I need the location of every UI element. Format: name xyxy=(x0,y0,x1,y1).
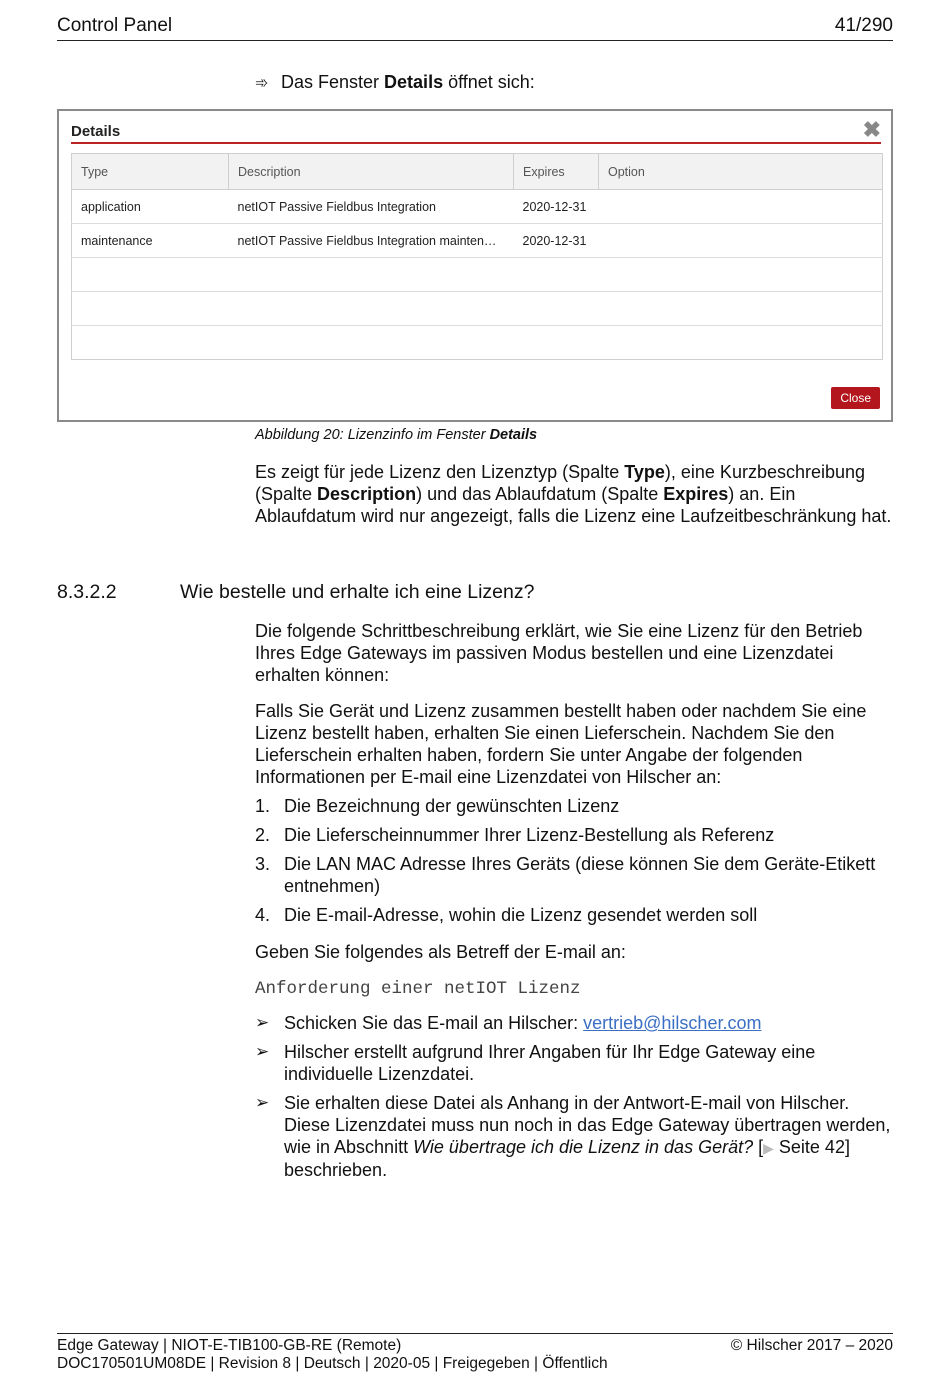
result-text: Das Fenster xyxy=(281,72,385,92)
list-item: 3. Die LAN MAC Adresse Ihres Geräts (diese können Sie dem Geräte-Etikett entnehmen) xyxy=(255,854,876,896)
column-header-type[interactable]: Type xyxy=(72,154,229,190)
result-bold: Details xyxy=(384,72,444,92)
email-subject: Anforderung einer netIOT Lizenz xyxy=(255,979,581,999)
list-item: 2. Die Lieferscheinnummer Ihrer Lizenz-Bestellung als Referenz xyxy=(255,825,775,845)
list-item: 1. Die Bezeichnung der gewünschten Lizenz xyxy=(255,796,620,816)
paragraph-3: Geben Sie folgendes als Betreff der E-mail an: xyxy=(255,942,626,962)
steps-list xyxy=(255,795,895,933)
close-button[interactable]: Close xyxy=(831,387,880,409)
details-dialog xyxy=(57,109,893,422)
cell-option xyxy=(599,224,883,258)
cell-option xyxy=(599,190,883,224)
cell-type: maintenance xyxy=(72,224,229,258)
empty-row xyxy=(72,292,883,326)
footer-copyright: © Hilscher 2017 – 2020 xyxy=(730,1337,893,1354)
intro-paragraph: Es zeigt für jede Lizenz den Lizenztyp (Spalte Type), eine Kurzbeschreibung (Spalte Description) und das Ablaufdatum (Spalte Expires) an. Ein Ablaufdatum wird nur angezeigt, falls die Lizenz eine Laufzeitbeschränkung hat. xyxy=(255,462,892,526)
dialog-title-underline xyxy=(71,142,881,144)
cell-expires: 2020-12-31 xyxy=(514,190,599,224)
column-header-expires[interactable]: Expires xyxy=(514,154,599,190)
arrow-bullet-icon: ➢ xyxy=(255,1013,270,1032)
column-header-description[interactable]: Description xyxy=(229,154,514,190)
arrow-bullet-icon: ➢ xyxy=(255,1042,270,1061)
list-item: 4. Die E-mail-Adresse, wohin die Lizenz gesendet werden soll xyxy=(255,905,758,925)
header-rule xyxy=(57,40,893,41)
result-suffix: öffnet sich: xyxy=(443,72,535,92)
list-item: ➢ Schicken Sie das E-mail an Hilscher: vertrieb@hilscher.com xyxy=(255,1013,762,1033)
empty-row xyxy=(72,258,883,292)
cell-description: netIOT Passive Fieldbus Integration xyxy=(229,190,514,224)
page-header-title: Control Panel xyxy=(57,15,173,36)
table-row[interactable] xyxy=(72,190,883,224)
dialog-title: Details xyxy=(71,123,121,140)
footer-line-1: Edge Gateway | NIOT-E-TIB100-GB-RE (Remote) xyxy=(57,1337,402,1354)
email-link[interactable]: vertrieb@hilscher.com xyxy=(583,1013,762,1033)
empty-row xyxy=(72,326,883,360)
column-header-option[interactable]: Option xyxy=(599,154,883,190)
paragraph-2: Falls Sie Gerät und Lizenz zusammen bestellt haben oder nachdem Sie eine Lizenz bestellt haben, erhalten Sie einen Lieferschein. Nachdem Sie den Lieferschein erhalten haben, fordern Sie unter Angabe der folgenden Informationen per E-mail eine Lizenzdatei von Hilscher an: xyxy=(255,701,867,787)
figure-caption: Abbildung 20: Lizenzinfo im Fenster Details xyxy=(255,427,538,443)
close-icon[interactable]: ✖ xyxy=(862,117,881,142)
section-reference[interactable]: Wie übertrage ich die Lizenz in das Gerät? xyxy=(413,1137,754,1157)
footer-rule xyxy=(57,1333,893,1334)
section-title: Wie bestelle und erhalte ich eine Lizenz? xyxy=(180,581,535,603)
result-line xyxy=(255,72,535,93)
cell-description: netIOT Passive Fieldbus Integration mainten… xyxy=(229,224,514,258)
table-row[interactable] xyxy=(72,224,883,258)
result-arrow-icon: ➾ xyxy=(255,75,269,92)
footer-line-2: DOC170501UM08DE | Revision 8 | Deutsch | 2020-05 | Freigegeben | Öffentlich xyxy=(57,1355,608,1372)
cell-expires: 2020-12-31 xyxy=(514,224,599,258)
arrow-bullet-icon: ➢ xyxy=(255,1093,270,1112)
cell-type: application xyxy=(72,190,229,224)
action-list xyxy=(255,1012,895,1188)
page-number: 41/290 xyxy=(834,15,893,36)
page-ref-arrow-icon: ▶ xyxy=(763,1140,774,1156)
list-item: ➢ Hilscher erstellt aufgrund Ihrer Angaben für Ihr Edge Gateway eine individuelle Lizenzdatei. xyxy=(255,1042,816,1084)
paragraph-1: Die folgende Schrittbeschreibung erklärt, wie Sie eine Lizenz für den Betrieb Ihres Edge Gateways im passiven Modus bestellen und eine Lizenzdatei erhalten können: xyxy=(255,621,863,685)
license-table xyxy=(71,153,883,360)
section-number: 8.3.2.2 xyxy=(57,581,117,603)
list-item: ➢ Sie erhalten diese Datei als Anhang in der Antwort-E-mail von Hilscher. Diese Lizenzdatei muss nun noch in das Edge Gateway übertragen werden, wie in Abschnitt Wie übertrage ich die Lizenz in das Gerät? [▶ Seite 42] beschrieben. xyxy=(255,1093,891,1180)
